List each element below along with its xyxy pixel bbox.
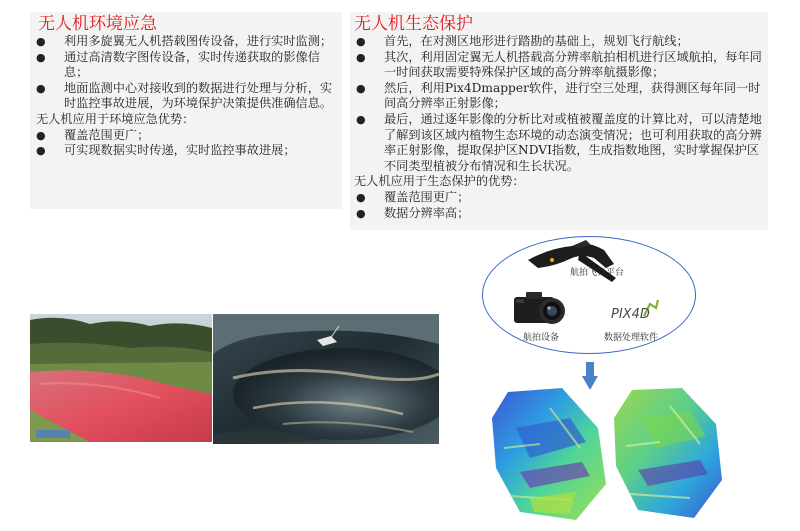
bullet-icon: ● [356, 112, 366, 126]
bullet-icon: ● [356, 190, 366, 204]
svg-text:PIX4D: PIX4D [611, 307, 650, 322]
fixed-wing-drone-icon [520, 238, 620, 288]
list-item: ● 地面监测中心对接收到的数据进行处理与分析，实时监控事故进展，为环境保护决策提供准确信息。 [36, 80, 333, 111]
bullet-icon: ● [36, 50, 46, 64]
bullet-icon: ● [36, 81, 46, 95]
bullet-icon: ● [356, 206, 366, 220]
panel-title: 无人机环境应急 [38, 14, 157, 34]
bullet-icon: ● [356, 35, 366, 48]
list-item: ● 通过高清数字图传设备，实时传递获取的影像信息； [36, 49, 320, 80]
list-item: ● 利用多旋翼无人机搭载图传设备，进行实时监测； [36, 34, 333, 48]
bullet-list [350, 34, 764, 221]
bullet-icon: ● [356, 50, 366, 64]
polluted-red-river-photo [30, 314, 212, 442]
oil-spill-photo [213, 314, 439, 444]
software-label: 数据处理软件 [604, 333, 659, 343]
platform-label: 航拍飞行平台 [570, 268, 625, 278]
list-item: ● 覆盖范围更广； [356, 189, 470, 204]
river-photo-image [30, 314, 212, 442]
oil-spill-image [213, 314, 439, 444]
bullet-icon: ● [36, 35, 46, 48]
list-item: ● 可实现数据实时传递，实时监控事故进展； [36, 143, 296, 158]
panel-title: 无人机生态保护 [354, 14, 473, 34]
bullet-icon: ● [356, 81, 366, 95]
list-item: ● 覆盖范围更广； [36, 127, 150, 142]
ndvi-map-right [612, 388, 724, 522]
list-item: ● 首先，在对测区地形进行踏勘的基础上，规划飞行航线； [356, 34, 689, 48]
advantage-heading: 无人机应用于环境应急优势： [36, 111, 195, 126]
camera-icon [512, 289, 570, 327]
pix4d-logo [610, 298, 660, 322]
advantage-heading: 无人机应用于生态保护的优势： [354, 174, 525, 189]
list-item: ● 数据分辨率高； [356, 205, 470, 220]
list-item: ● 其次，利用固定翼无人机搭载高分辨率航拍相机进行区域航拍，每年同一时间获取需要特殊保护区域的高分辨率航摄影像； [356, 49, 762, 80]
down-arrow-icon [582, 362, 598, 390]
list-item: ● 然后，利用Pix4Dmapper软件，进行空三处理，获得测区每年同一时间高分辨率正射影像； [356, 80, 761, 111]
bullet-icon: ● [36, 128, 46, 142]
pix4d-logo-icon [610, 298, 660, 322]
environment-emergency-panel [30, 12, 342, 209]
bullet-icon: ● [36, 144, 46, 158]
list-item: ● 最后，通过逐年影像的分析比对或植被覆盖度的计算比对，可以清楚地了解到该区域内植物生态环境的动态演变情况；也可利用获取的高分辨率正射影像，提取保护区NDVI指数，生成指数地图，实时掌握保护区不同类型植被分布情况和生长状况。 [356, 111, 762, 173]
camera-label: 航拍设备 [523, 333, 560, 343]
bullet-list [30, 34, 338, 159]
ecological-protection-panel [350, 12, 768, 230]
ndvi-map-left [490, 388, 608, 524]
